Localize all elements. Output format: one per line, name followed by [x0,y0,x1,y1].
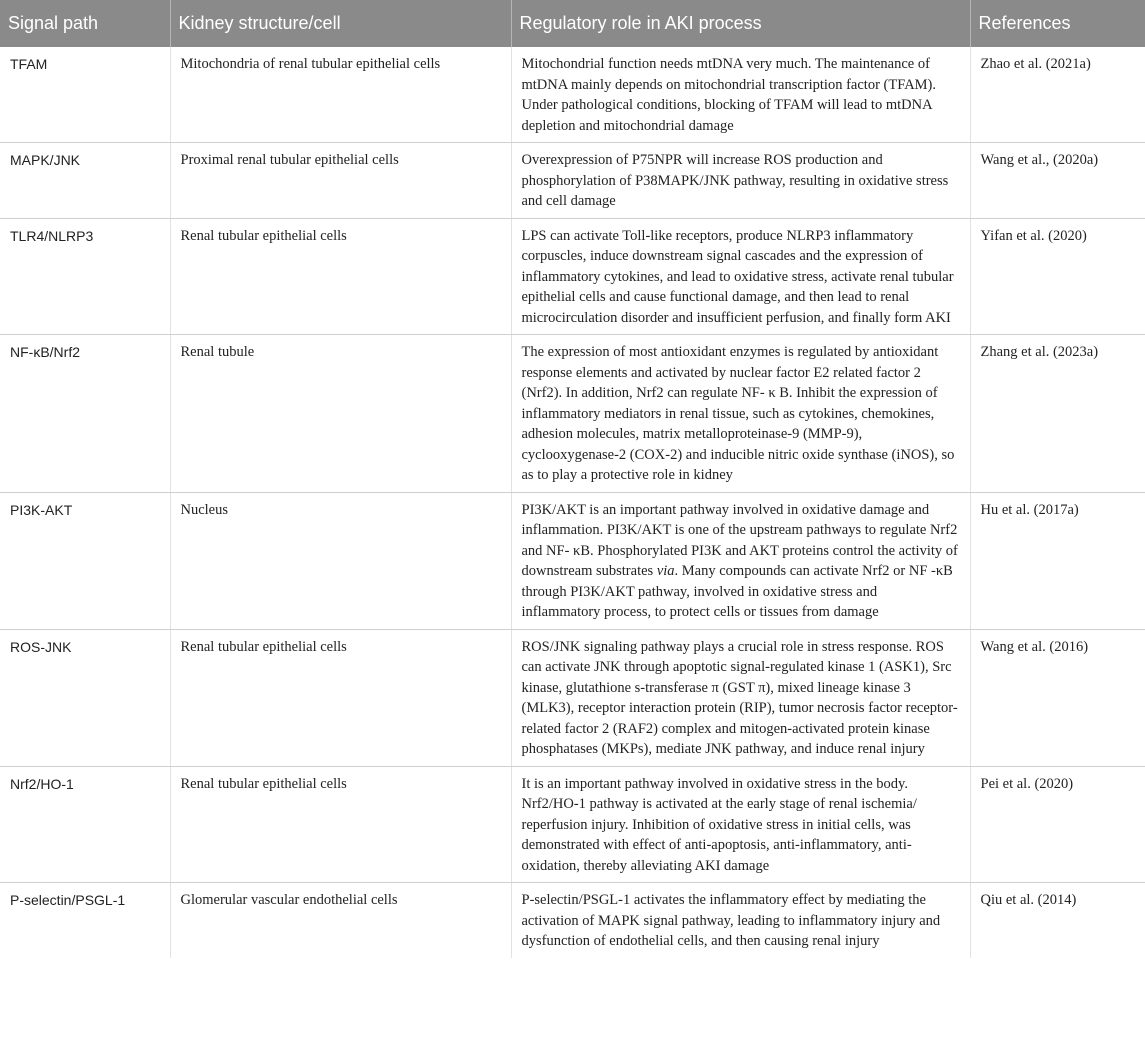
cell-structure: Renal tubular epithelial cells [170,629,511,766]
table-row [0,218,1145,335]
cell-signal-path: P-selectin/PSGL-1 [0,883,170,958]
table-row [0,629,1145,766]
cell-reference: Zhang et al. (2023a) [970,335,1145,493]
cell-reference: Wang et al., (2020a) [970,143,1145,219]
cell-signal-path: Nrf2/HO-1 [0,766,170,883]
cell-role: The expression of most antioxidant enzymes is regulated by antioxidant response elements and activated by nuclear factor E2 related factor 2 (Nrf2). In addition, Nrf2 can regulate NF- κ B. Inhibit the expression of inflammatory mediators in renal tissue, such as cytokines, chemokines, adhesion molecules, matrix metalloproteinase-9 (MMP-9), cyclooxygenase-2 (COX-2) and inducible nitric oxide synthase (iNOS), so as to play a protective role in kidney [511,335,970,493]
cell-structure: Glomerular vascular endothelial cells [170,883,511,958]
role-text-part: . Many compounds can activate Nrf2 or NF -κB through PI3K/AKT pathway, involved in oxidative stress and inflammatory process, to protect cells or tissues from damage [521,563,953,620]
cell-role: Mitochondrial function needs mtDNA very much. The maintenance of mtDNA mainly depends on mitochondrial transcription factor (TFAM). Under pathological conditions, blocking of TFAM will lead to mtDNA depletion and mitochondrial damage [511,47,970,143]
cell-role: ROS/JNK signaling pathway plays a crucial role in stress response. ROS can activate JNK through apoptotic signal-regulated kinase 1 (ASK1), Src kinase, glutathione s-transferase π (GST π), mixed lineage kinase 3 (MLK3), receptor interaction protein (RIP), tumor necrosis factor receptor-related factor 2 (RAF2) complex and mitogen-activated protein kinase phosphatases (MKPs), mediate JNK pathway, and induce renal injury [511,629,970,766]
cell-reference: Pei et al. (2020) [970,766,1145,883]
table-row [0,143,1145,219]
cell-signal-path: ROS-JNK [0,629,170,766]
cell-signal-path: MAPK/JNK [0,143,170,219]
table-row [0,766,1145,883]
cell-signal-path: NF-κB/Nrf2 [0,335,170,493]
header-regulatory-role: Regulatory role in AKI process [511,0,970,47]
cell-reference: Hu et al. (2017a) [970,492,1145,629]
cell-role [511,492,970,629]
cell-reference: Qiu et al. (2014) [980,892,1077,908]
cell-signal-path: PI3K-AKT [0,492,170,629]
header-kidney-structure: Kidney structure/cell [170,0,511,47]
table-row [0,47,1145,143]
cell-structure: Proximal renal tubular epithelial cells [170,143,511,219]
cell-structure: Renal tubule [170,335,511,493]
cell-role: It is an important pathway involved in oxidative stress in the body. Nrf2/HO-1 pathway is activated at the early stage of renal ischemia/ reperfusion injury. Inhibition of oxidative stress in initial cells, was demonstrated with effect of anti-apoptosis, anti-inflammatory, anti-oxidation, thereby alleviating AKI damage [511,766,970,883]
cell-reference: Wang et al. (2016) [970,629,1145,766]
cell-structure: Renal tubular epithelial cells [170,766,511,883]
table-row [0,883,1145,958]
cell-reference: Yifan et al. (2020) [970,218,1145,335]
table-header-row [0,0,1145,47]
header-signal-path: Signal path [0,0,170,47]
cell-role: Overexpression of P75NPR will increase ROS production and phosphorylation of P38MAPK/JNK pathway, resulting in oxidative stress and cell damage [511,143,970,219]
cell-signal-path: TFAM [0,47,170,143]
table-row [0,492,1145,629]
cell-structure: Nucleus [170,492,511,629]
role-text-italic: via [656,563,675,579]
cell-structure: Mitochondria of renal tubular epithelial cells [170,47,511,143]
cell-reference: Zhao et al. (2021a) [970,47,1145,143]
role-text-part: PI3K/AKT is an important pathway involved in oxidative damage and inflammation. PI3K/AKT is one of the upstream pathways to regulate Nrf2 and NF- κB. Phosphorylated PI3K and AKT proteins control the activity of downstream substrates [521,501,958,579]
cell-signal-path: TLR4/NLRP3 [0,218,170,335]
cell-role: LPS can activate Toll-like receptors, produce NLRP3 inflammatory corpuscles, induce downstream signal cascades and the expression of inflammatory cytokines, and lead to oxidative stress, activate renal tubular epithelial cells and cause functional damage, and then lead to renal microcirculation disorder and insufficient perfusion, and finally form AKI [511,218,970,335]
cell-structure: Renal tubular epithelial cells [170,218,511,335]
table-row [0,335,1145,493]
cell-role: P-selectin/PSGL-1 activates the inflammatory effect by mediating the activation of MAPK signal pathway, leading to inflammatory injury and dysfunction of endothelial cells, and then causing renal injury [511,883,970,958]
header-references: References [970,0,1145,47]
